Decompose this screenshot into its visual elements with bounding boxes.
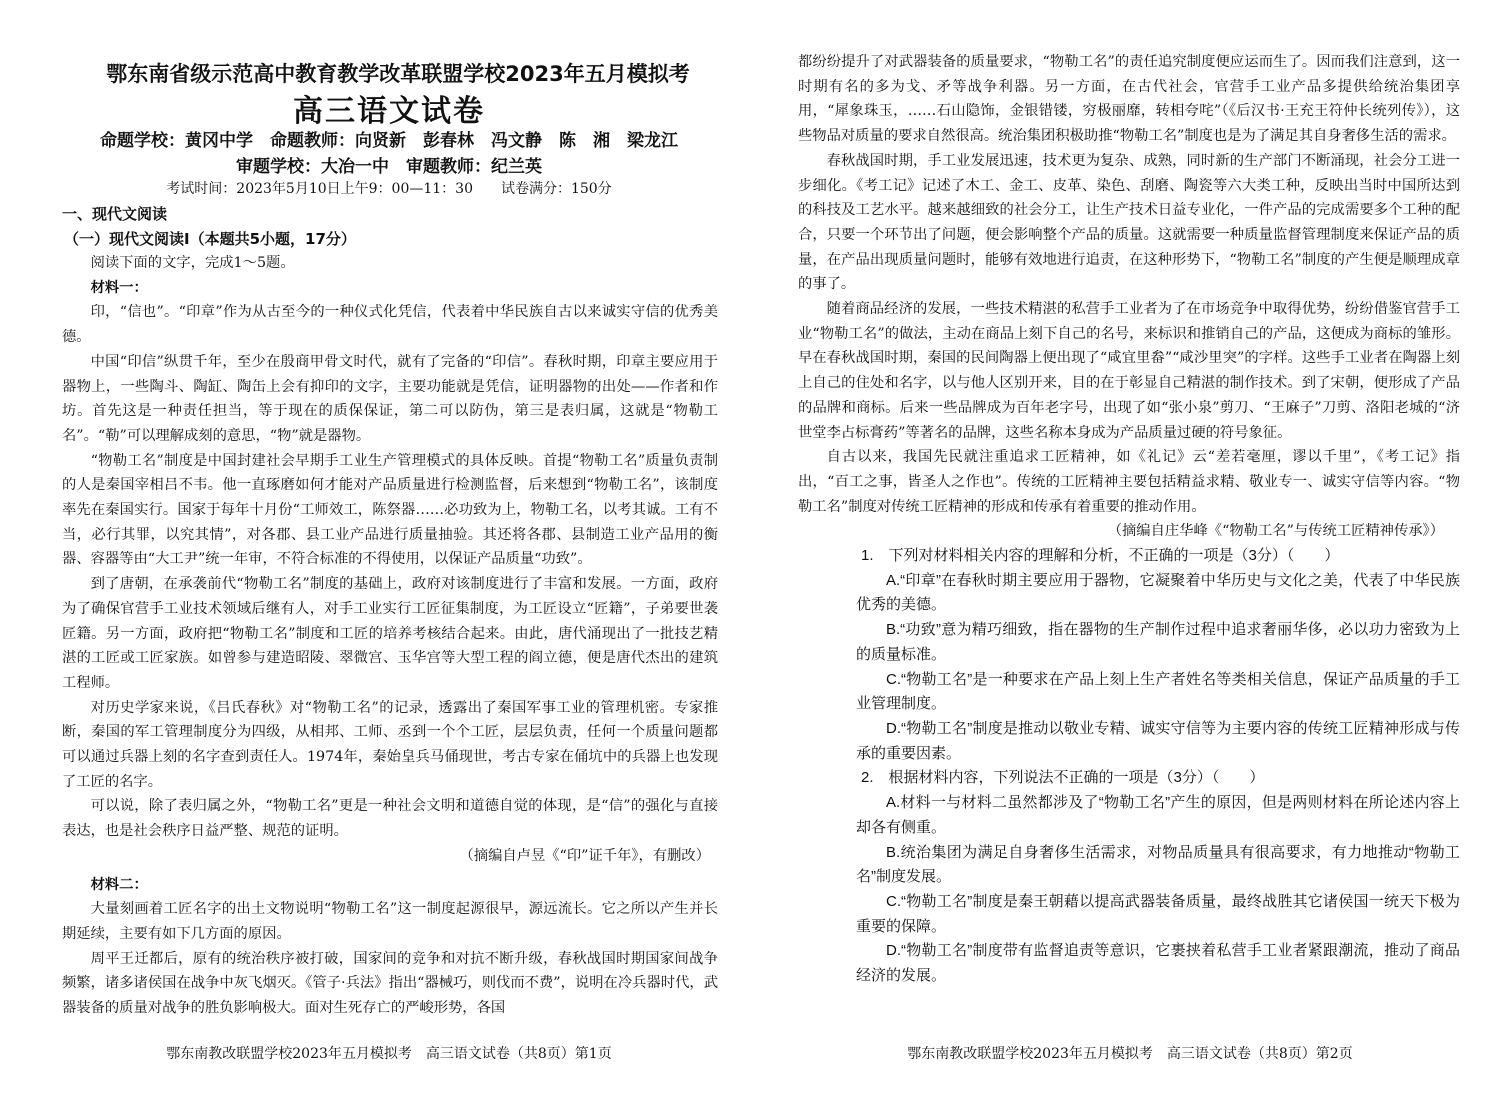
question-stem: 2. 根据材料内容，下列说法不正确的一项是（3分）（ ） bbox=[861, 769, 1265, 787]
review-line: 审题学校：大冶一中 审题教师：纪兰英 bbox=[236, 157, 542, 177]
paper-title: 高三语文试卷 bbox=[293, 94, 485, 129]
authors-line: 命题学校：黄冈中学 命题教师：向贤新 彭春林 冯文静 陈 湘 梁龙江 bbox=[100, 131, 678, 151]
paragraph: 周平王迁都后，原有的统治秩序被打破，国家间的竞争和对抗不断升级，春秋战国时期国家间战争频繁，诸多诸侯国在战争中灰飞烟灭。《管子·兵法》指出“器械巧，则伐而不费”，说明在冷兵器时代，武器装备的质量对战争的胜负影响极大。面对生死存亡的严峻形势，各国 bbox=[62, 950, 718, 1017]
exam-title: 鄂东南省级示范高中教育教学改革联盟学校2023年五月模拟考 bbox=[106, 62, 690, 86]
option-c: C.“物勒工名”是一种要求在产品上刻上生产者姓名等类相关信息，保证产品质量的手工业管理制度。 bbox=[856, 670, 1460, 713]
material2-label: 材料二： bbox=[90, 876, 148, 893]
paragraph: 春秋战国时期，手工业发展迅速，技术更为复杂、成熟，同时新的生产部门不断涌现，社会分工进一步细化。《考工记》记述了木工、金工、皮革、染色、刮磨、陶瓷等六大类工种，反映出当时中国所达到的科技及工艺水平。越来越细致的社会分工，让生产技术日益专业化，一件产品的完成需要多个工种的配合，只要一个环节出了问题，便会影响整个产品的质量。这就需要一种质量监督管理制度来保证产品的质量，在产品出现质量问题时，能够有效地进行追责，在这种形势下，“物勒工名”制度的产生便是顺理成章的事了。 bbox=[798, 152, 1460, 293]
question-2 bbox=[798, 766, 1460, 988]
option-b: B.统治集团为满足自身奢侈生活需求，对物品质量具有很高要求，有力地推动“物勒工名”制度发展。 bbox=[856, 843, 1460, 886]
paragraph: 对历史学家来说，《吕氏春秋》对“物勒工名”的记录，透露出了秦国军事工业的管理机密。专家推断，秦国的军工管理制度分为四级，从相邦、工师、丞到一个个工匠，层层负责，任何一个质量问题都可以通过兵器上刻的名字查到责任人。1974年，秦始皇兵马俑现世，考古专家在俑坑中的兵器上也发现了工匠的名字。 bbox=[62, 699, 718, 790]
option-a: A.“印章”在春秋时期主要应用于器物，它凝聚着中华历史与文化之美，代表了中华民族优秀的美德。 bbox=[856, 571, 1460, 614]
right-body bbox=[798, 50, 1460, 989]
page-right bbox=[798, 0, 1462, 1102]
option-a: A.材料一与材料二虽然都涉及了“物勒工名”产生的原因，但是两则材料在所论述内容上却各有侧重。 bbox=[856, 794, 1460, 836]
paragraph: 可以说，除了表归属之外，“物勒工名”更是一种社会文明和道德自觉的体现，是“信”的强化与直接表达，也是社会秩序日益严整、规范的证明。 bbox=[62, 798, 718, 840]
question-stem: 1. 下列对材料相关内容的理解和分析，不正确的一项是（3分）（ ） bbox=[861, 547, 1340, 565]
option-d: D.“物勒工名”制度是推动以敬业专精、诚实守信等为主要内容的传统工匠精神形成与传承的重要因素。 bbox=[856, 719, 1460, 762]
material1-label: 材料一： bbox=[90, 279, 148, 296]
paragraph: 自古以来，我国先民就注重追求工匠精神，如《礼记》云“差若毫厘，谬以千里”，《考工记》指出，“百工之事，皆圣人之作也”。传统的工匠精神主要包括精益求精、敬业专一、诚实守信等内容。“物勒工名”制度对传统工匠精神的形成和传承有着重要的推动作用。 bbox=[798, 449, 1460, 515]
source-citation: （摘编自卢昱《“印”证千年》，有删改） bbox=[459, 847, 710, 864]
section-heading: 一、现代文阅读 bbox=[62, 205, 168, 223]
instruction: 阅读下面的文字，完成1～5题。 bbox=[90, 255, 295, 271]
paragraph: 随着商品经济的发展，一些技术精湛的私营手工业者为了在市场竞争中取得优势，纷纷借鉴官营手工业“物勒工名”的做法，主动在商品上刻下自己的名号，来标识和推销自己的产品，这便成为商标的雏形。早在春秋战国时期，秦国的民间陶器上便出现了“咸宜里畚”“咸沙里突”的字样。这些手工业者在陶器上刻上自己的住处和名字，以与他人区别开来，目的在于彰显自己精湛的制作技术。到了宋朝，便形成了产品的品牌和商标。后来一些品牌成为百年老字号，出现了如“张小泉”剪刀、“王麻子”刀剪、洛阳老城的“济世堂李占标膏药”等著名的品牌，这些名称本身成为产品质量过硬的符号象征。 bbox=[798, 301, 1460, 441]
page-footer: 鄂东南教改联盟学校2023年五月模拟考 高三语文试卷（共8页）第2页 bbox=[907, 1046, 1353, 1062]
page-footer: 鄂东南教改联盟学校2023年五月模拟考 高三语文试卷（共8页）第1页 bbox=[166, 1046, 612, 1062]
page-left bbox=[58, 0, 720, 1102]
paragraph: 到了唐朝，在承袭前代“物勒工名”制度的基础上，政府对该制度进行了丰富和发展。一方面，政府为了确保官营手工业技术领域后继有人，对手工业实行工匠征集制度，为工匠设立“匠籍”，子弟要世袭匠籍。另一方面，政府把“物勒工名”制度和工匠的培养考核结合起来。由此，唐代涌现出了一批技艺精湛的工匠或工匠家族。如曾参与建造昭陵、翠微宫、玉华宫等大型工程的阎立德，便是唐代杰出的建筑工程师。 bbox=[62, 576, 718, 691]
paragraph: 中国“印信”纵贯千年，至少在殷商甲骨文时代，就有了完备的“印信”。春秋时期，印章主要应用于器物上，一些陶斗、陶缸、陶缶上会有抑印的文字，主要功能就是凭信，证明器物的出处——作者和作坊。首先这是一种责任担当，等于现在的质保保证，第二可以防伪，第三是表归属，这就是“物勒工名”。“勒”可以理解成刻的意思，“物”就是器物。 bbox=[62, 353, 718, 444]
exam-time: 考试时间：2023年5月10日上午9：00—11：30 试卷满分：150分 bbox=[166, 181, 612, 197]
paragraph: 都纷纷提升了对武器装备的质量要求，“物勒工名”的责任追究制度便应运而生了。因而我们注意到，这一时期有名的多为戈、矛等战争利器。另一方面，在古代社会，官营手工业产品多提供给统治集团享用，“犀象珠玉，……石山隐饰，金银错镂，穷极丽靡，转相夸咤”（《后汉书·王充王符仲长统列传》），这些物品对质量的要求自然很高。统治集团积极助推“物勒工名”制度也是为了满足其自身奢侈生活的需求。 bbox=[798, 54, 1460, 145]
question-1 bbox=[798, 544, 1460, 766]
paragraph: 大量刻画着工匠名字的出土文物说明“物勒工名”这一制度起源很早，源远流长。它之所以产生并长期延续，主要有如下几方面的原因。 bbox=[62, 901, 718, 942]
subsection-heading: （一）现代文阅读Ⅰ（本题共5小题，17分） bbox=[64, 230, 356, 248]
option-d: D.“物勒工名”制度带有监督追责等意识，它裹挟着私营手工业者紧跟潮流，推动了商品经济的发展。 bbox=[856, 942, 1460, 985]
option-b: B.“功致”意为精巧细致，指在器物的生产制作过程中追求奢丽华侈，必以功力密致为上的质量标准。 bbox=[856, 621, 1460, 663]
paragraph: “物勒工名”制度是中国封建社会早期手工业生产管理模式的具体反映。首提“物勒工名”质量负责制的人是秦国宰相吕不韦。他一直琢磨如何才能对产品质量进行检测监督，后来想到“物勒工名”，该制度率先在秦国实行。国家于每年十月份“工师效工，陈祭器……必功致为上，物勒工名，以考其诚。工有不当，必行其罪，以究其情”，对各郡、县工业产品进行质量抽验。其还将各郡、县制造工业产品用的衡器、容器等由“大工尹”统一年审，不符合标准的不得使用，以保证产品质量“功致”。 bbox=[62, 452, 718, 568]
left-body bbox=[62, 251, 718, 1021]
paragraph: 印，“信也”。“印章”作为从古至今的一种仪式化凭信，代表着中华民族自古以来诚实守信的优秀美德。 bbox=[62, 304, 718, 346]
option-c: C.“物勒工名”制度是秦王朝藉以提高武器装备质量，最终战胜其它诸侯国一统天下极为重要的保障。 bbox=[856, 892, 1460, 935]
source-citation: （摘编自庄华峰《“物勒工名”与传统工匠精神传承》） bbox=[1107, 523, 1444, 540]
